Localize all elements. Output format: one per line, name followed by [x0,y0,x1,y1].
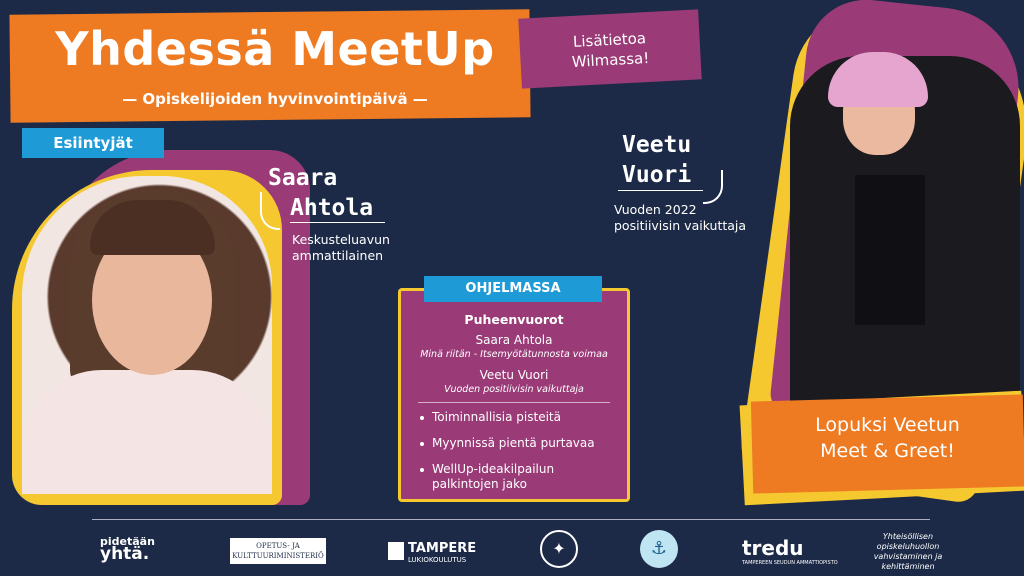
footer-divider [92,519,930,520]
seal-logo-icon: ✦ [540,530,578,568]
event-subtitle: — Opiskelijoiden hyvinvointipäivä — [122,90,428,108]
program-bullet: Toiminnallisia pisteitä [432,410,561,424]
bullet-icon [420,442,424,446]
performers-label: Esiintyjät [22,128,164,158]
tredu-text: tredu [742,536,804,560]
tredu-sub-text: TAMPEREEN SEUDUN AMMATTIOPISTO [742,560,838,566]
talk-name: Veetu Vuori [479,368,549,382]
anchor-seal-icon: ⚓ [640,530,678,568]
info-line-2: Wilmassa! [571,48,650,72]
tampere-crest-icon [388,542,404,560]
pidetaan-small-text: pidetään [100,535,155,548]
info-line-1: Lisätietoa [572,29,647,51]
veetu-name [622,130,691,190]
veetu-role-line-2: positiivisin vaikuttaja [614,218,747,233]
yhteisollisen-logo: Yhteisöllisen opiskeluhuollon vahvistaminen ja kehittäminen [873,532,943,571]
tampere-logo [408,541,476,564]
saara-role [292,232,390,264]
talk-description: Vuoden positiivisin vaikuttaja [444,384,584,395]
saara-shirt [22,370,272,494]
saara-last-name: Ahtola [290,195,374,221]
saara-first-name: Saara [268,165,338,191]
saara-name [268,163,373,223]
opetus-ministry-logo [230,538,326,564]
pidetaan-yhta-logo [100,535,155,564]
opetus-line-1: OPETUS- JA [256,542,300,550]
opetus-line-2: KULTTUURIMINISTERIÖ [232,552,324,560]
saara-role-line-1: Keskusteluavun [292,232,390,247]
pidetaan-big-text: yhtä. [100,544,150,564]
program-talks-title: Puheenvuorot [464,312,564,327]
bullet-icon [420,468,424,472]
tredu-logo [742,536,838,567]
tampere-text: TAMPERE [408,541,477,556]
meet-greet-line-2: Meet & Greet! [820,440,955,462]
program-header: OHJELMASSA [424,276,602,302]
veetu-curve-line [703,170,723,204]
meet-greet-text [755,412,1020,464]
saara-role-line-2: ammattilainen [292,248,384,263]
tampere-sub-text: LUKIOKOULUTUS [408,556,467,564]
veetu-role-line-1: Vuoden 2022 [614,202,697,217]
program-bullet: WellUp-ideakilpailun palkintojen jako [432,462,555,491]
veetu-role [614,202,746,234]
meet-greet-line-1: Lopuksi Veetun [815,414,960,436]
veetu-first-name: Veetu [622,132,692,158]
talk-description: Minä riitän - Itsemyötätunnosta voimaa [420,349,608,360]
veetu-last-name: Vuori [622,162,692,188]
program-divider [418,402,610,403]
event-title: Yhdessä MeetUp [55,22,495,76]
saara-underline [290,222,385,223]
program-bullet: Myynnissä pientä purtavaa [432,436,595,450]
bullet-icon [420,416,424,420]
talk-name: Saara Ahtola [475,333,553,347]
veetu-underline [618,190,703,191]
veetu-shirt [855,175,925,325]
